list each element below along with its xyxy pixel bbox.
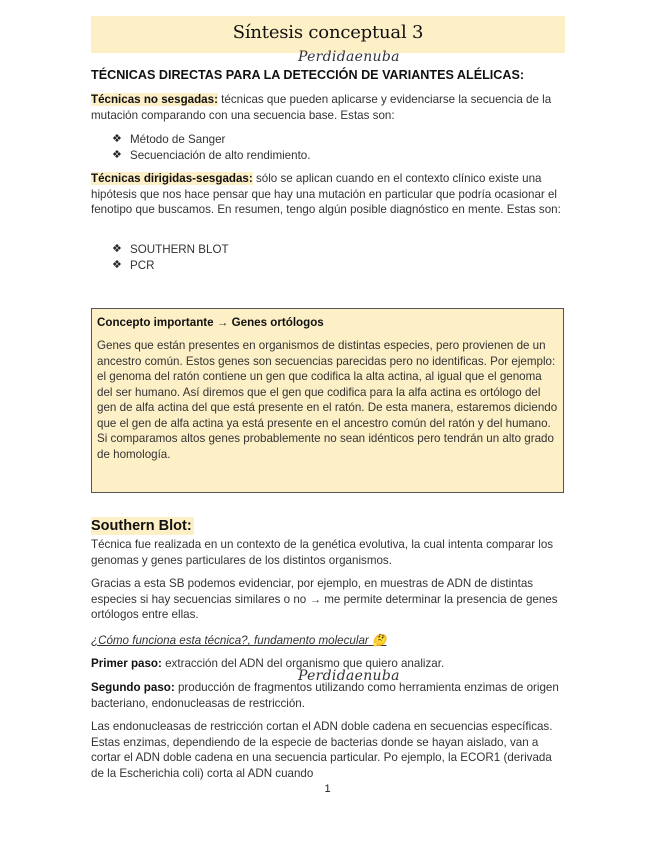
step2-paragraph <box>91 680 566 711</box>
diamond-bullet-icon: ❖ <box>112 259 122 271</box>
non-biased-list <box>112 132 310 164</box>
step1-label: Primer paso: <box>91 657 162 670</box>
southern-p1: Técnica fue realizada en un contexto de la genética evolutiva, la cual intenta comparar los genomas y genes particulares de los distintos organismos. <box>91 538 554 567</box>
diamond-bullet-icon: ❖ <box>112 243 122 255</box>
non-biased-paragraph <box>91 92 566 123</box>
concept-body: Genes que están presentes en organismos de distintas especies, pero provienen de un ancestro común. Estos genes son secuencias parecidas pero no identificas. Por ejemplo: el genoma del ratón contiene un gen que codifica la alta actina, al igual que el genoma del ser humano. Así diremos que el gen que codifica para la alfa actina es ortólogo del gen de alfa actina del que está presente en el ratón. De esta manera, estaremos diciendo que el gen de alfa actina ya está presente en el ancestro común del ratón y del humano. Si comparamos altos genes probablemente no sean idénticos pero tendrán un alto grado de homología. <box>97 339 558 461</box>
list-item: ❖ SOUTHERN BLOT <box>112 243 229 256</box>
non-biased-text: técnicas que pueden aplicarse y evidenciarse la secuencia de la mutación comparando con una secuencia base. Estas son: <box>91 93 552 122</box>
step1-text: extracción del ADN del organismo que quiero analizar. <box>161 657 445 670</box>
list-item: ❖ Método de Sanger <box>112 133 226 146</box>
section-heading: TÉCNICAS DIRECTAS PARA LA DETECCIÓN DE VARIANTES ALÉLICAS: <box>91 68 525 82</box>
diamond-bullet-icon: ❖ <box>112 133 122 145</box>
concept-title: Concepto importante → Genes ortólogos <box>97 316 324 329</box>
non-biased-label: Técnicas no sesgadas: <box>91 93 218 106</box>
watermark-top: Perdidaenuba <box>298 49 400 65</box>
technique-question: ¿Cómo funciona esta técnica?, fundamento molecular 🤔 <box>91 634 387 647</box>
step2-label: Segundo paso: <box>91 681 175 694</box>
biased-text: sólo se aplican cuando en el contexto clínico existe una hipótesis que nos hace pensar que hay una mutación en particular que podría ocasionar el fenotipo que buscamos. En resumen, tengo algún posible diagnóstico en mente. Estas son: <box>91 172 561 216</box>
list-item: ❖ Secuenciación de alto rendimiento. <box>112 149 311 162</box>
biased-list <box>112 242 229 274</box>
watermark-middle: Perdidaenuba <box>298 668 400 684</box>
concept-box <box>91 308 564 493</box>
page-number: 1 <box>324 783 331 795</box>
southern-p2: Gracias a esta SB podemos evidenciar, por ejemplo, en muestras de ADN de distintas especies si hay secuencias similares o no → me permite determinar la presencia de genes ortólogos entre ellas. <box>91 577 558 621</box>
restriction-paragraph: Las endonucleasas de restricción cortan el ADN doble cadena en secuencias específicas. Estas enzimas, dependiendo de la especie de bacterias donde se hayan aislado, van a cortar el ADN doble cadena en una secuencia particular. Po ejemplo, la ECOR1 (derivada de la Escherichia coli) corta al ADN cuando <box>91 720 553 780</box>
diamond-bullet-icon: ❖ <box>112 149 122 161</box>
list-item: ❖ PCR <box>112 259 155 272</box>
biased-paragraph <box>91 171 566 218</box>
biased-label: Técnicas dirigidas-sesgadas: <box>91 172 253 185</box>
page-title: Síntesis conceptual 3 <box>232 22 424 43</box>
step2-text: producción de fragmentos utilizando como herramienta enzimas de origen bacteriano, endonucleasas de restricción. <box>91 681 559 710</box>
southern-blot-heading: Southern Blot: <box>91 518 192 534</box>
